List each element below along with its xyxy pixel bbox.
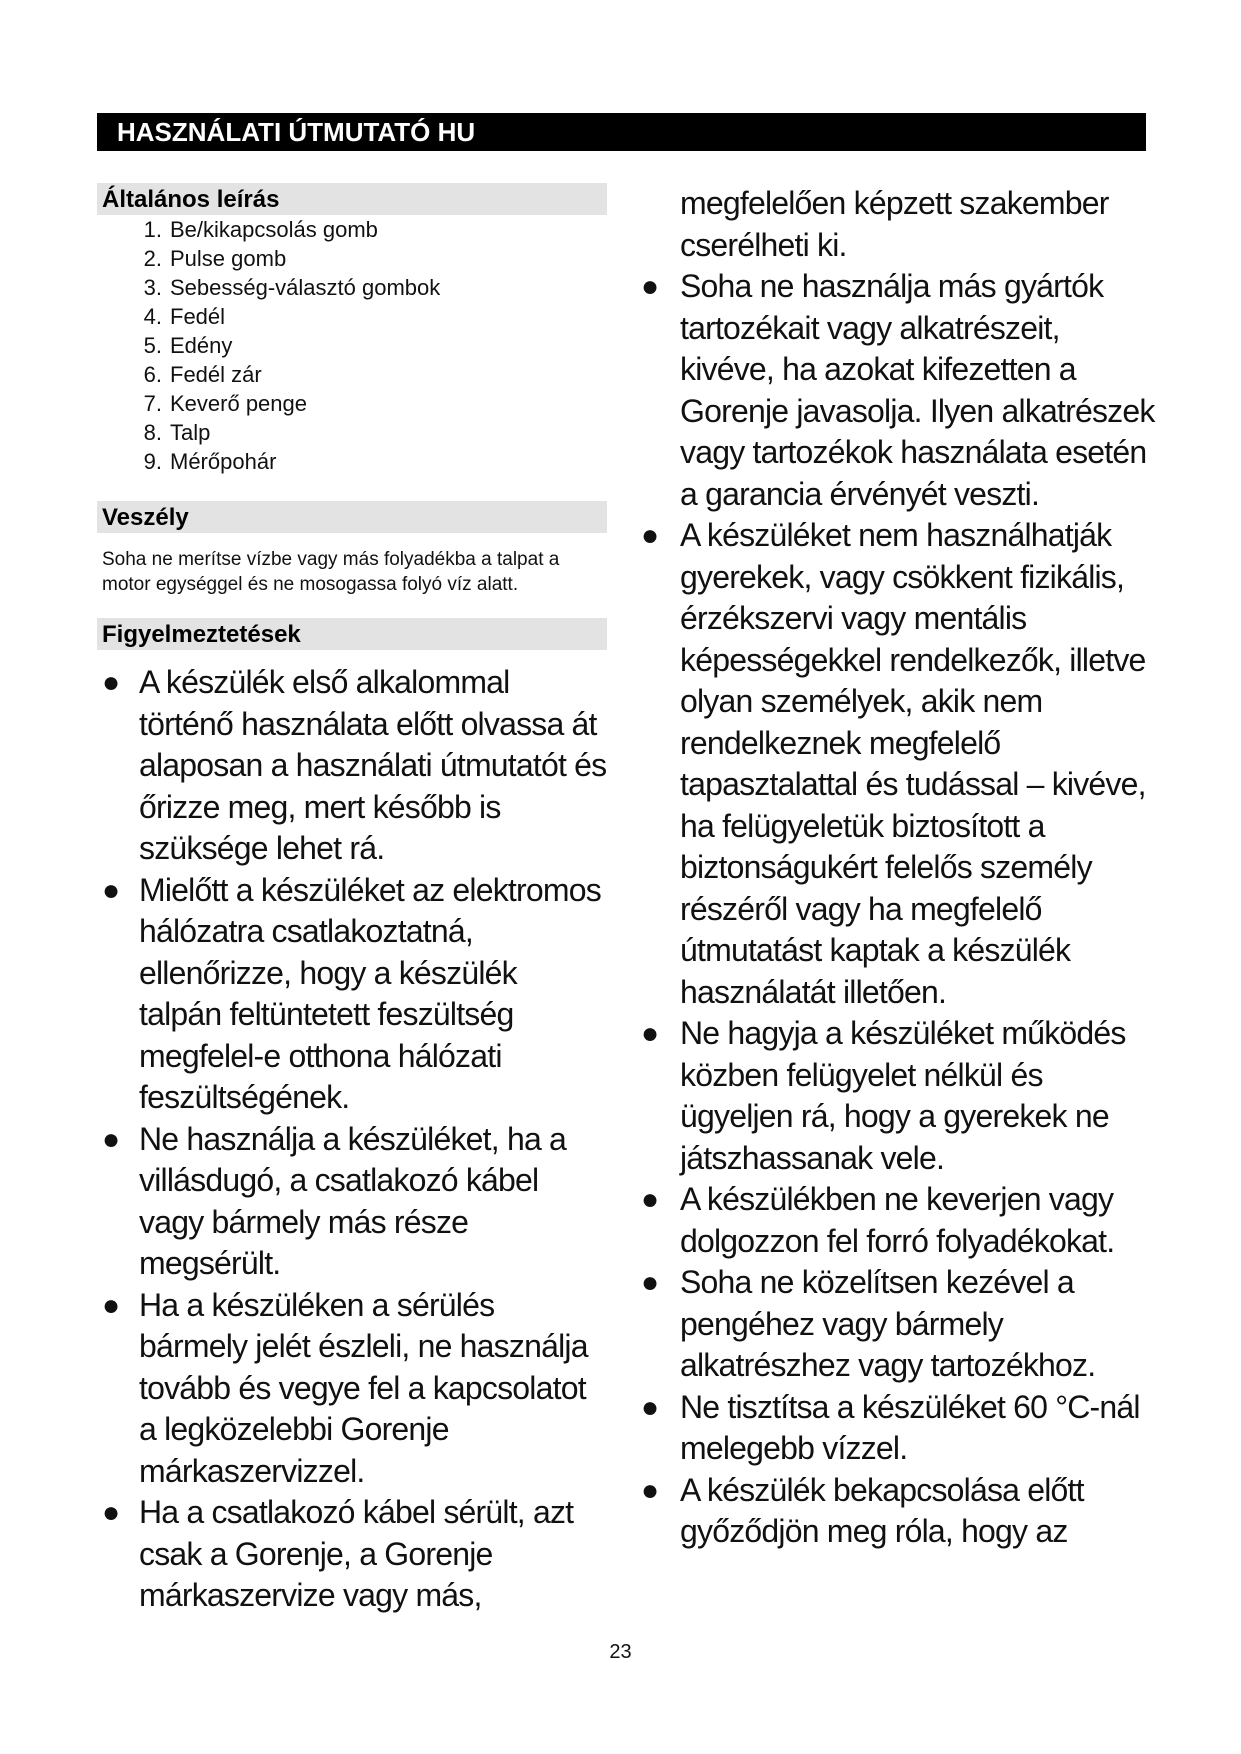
list-item: ● Ne használja a készüléket, ha a villásdugó, a csatlakozó kábel vagy bármely más része megsérült. — [102, 1120, 567, 1281]
page-number: 23 — [609, 1641, 632, 1663]
danger-text: Soha ne merítse vízbe vagy más folyadékba a talpat a motor egységgel és ne mosogassa folyó víz alatt. — [102, 549, 560, 595]
list-item: 5. Edény — [143, 333, 233, 358]
list-item: 3. Sebesség-választó gombok — [143, 275, 441, 300]
list-item: 1. Be/kikapcsolás gomb — [143, 217, 378, 242]
bullet-icon: ● — [641, 519, 659, 552]
bullet-icon: ● — [641, 1266, 659, 1299]
list-item: ● A készülék első alkalommal történő használata előtt olvassa át alaposan a használati útmutatót és őrizze meg, mert később is szüksége lehet rá. — [102, 664, 607, 866]
list-item: ● Ne tisztítsa a készüléket 60 °C-nál melegebb vízzel. — [641, 1388, 1140, 1466]
list-item: ● A készülék bekapcsolása előtt győződjön meg róla, hogy az — [641, 1471, 1084, 1549]
list-item: ● Mielőtt a készüléket az elektromos hálózatra csatlakoztatná, ellenőrizze, hogy a készülék talpán feltüntetett feszültség megfelel-e otthona hálózati feszültségének. — [102, 871, 601, 1115]
bullet-icon: ● — [102, 1122, 120, 1156]
bullet-icon: ● — [102, 873, 120, 907]
bullet-icon: ● — [641, 1017, 659, 1050]
warnings-list — [97, 662, 607, 1617]
bullet-icon: ● — [641, 1390, 659, 1424]
list-item: 7. Keverő penge — [143, 391, 307, 416]
list-item: 2. Pulse gomb — [143, 246, 287, 271]
bullet-icon: ● — [102, 1288, 120, 1322]
general-description-heading: Általános leírás — [97, 183, 607, 215]
warnings-heading: Figyelmeztetések — [97, 618, 607, 650]
list-item: 4. Fedél — [143, 304, 226, 329]
list-item: ● Ha a csatlakozó kábel sérült, azt csak a Gorenje, a Gorenje márkaszervize vagy más, — [102, 1494, 574, 1613]
bullet-icon: ● — [641, 1183, 659, 1216]
bullet-icon: ● — [102, 1496, 120, 1529]
warnings-list-continued — [636, 266, 1156, 1553]
bullet-icon: ● — [641, 270, 659, 303]
bullet-icon: ● — [102, 666, 120, 699]
list-item: 9. Mérőpohár — [143, 449, 277, 474]
list-item: ● A készüléket nem használhatják gyerekek, vagy csökkent fizikális, érzékszervi vagy mentális képességekkel rendelkezők, illetve olyan személyek, akik nem rendelkeznek megfelelő tapasztalattal és tudással – kivéve, ha felügyeletük biztosított a biztonságukért felelős személy részéről vagy ha megfelelő útmutatást kaptak a készülék használatát illetően. — [641, 517, 1146, 1010]
parts-list — [97, 215, 607, 476]
list-item: ● Ha a készüléken a sérülés bármely jelét észleli, ne használja tovább és vegye fel a kapcsolatot a legközelebbi Gorenje márkaszervizzel. — [102, 1286, 588, 1489]
continued-text: megfelelően képzett szakember cserélheti ki. — [680, 185, 1109, 263]
list-item: 6. Fedél zár — [143, 362, 262, 387]
right-column — [636, 183, 1156, 1553]
list-item: ● Soha ne használja más gyártók tartozékait vagy alkatrészeit, kivéve, ha azokat kifezetten a Gorenje javasolja. Ilyen alkatrészek vagy tartozékok használata esetén a garancia érvényét veszti. — [641, 268, 1155, 512]
page-header: HASZNÁLATI ÚTMUTATÓ HU — [97, 113, 1146, 151]
bullet-icon: ● — [641, 1473, 659, 1507]
list-item: ● A készülékben ne keverjen vagy dolgozzon fel forró folyadékokat. — [641, 1181, 1115, 1259]
list-item: ● Soha ne közelítsen kezével a pengéhez vagy bármely alkatrészhez vagy tartozékhoz. — [641, 1264, 1096, 1383]
list-item: ● Ne hagyja a készüléket működés közben felügyelet nélkül és ügyeljen rá, hogy a gyerekek ne játszhassanak vele. — [641, 1015, 1126, 1176]
danger-heading: Veszély — [97, 501, 607, 533]
left-column — [97, 183, 607, 1617]
list-item: 8. Talp — [143, 420, 211, 445]
